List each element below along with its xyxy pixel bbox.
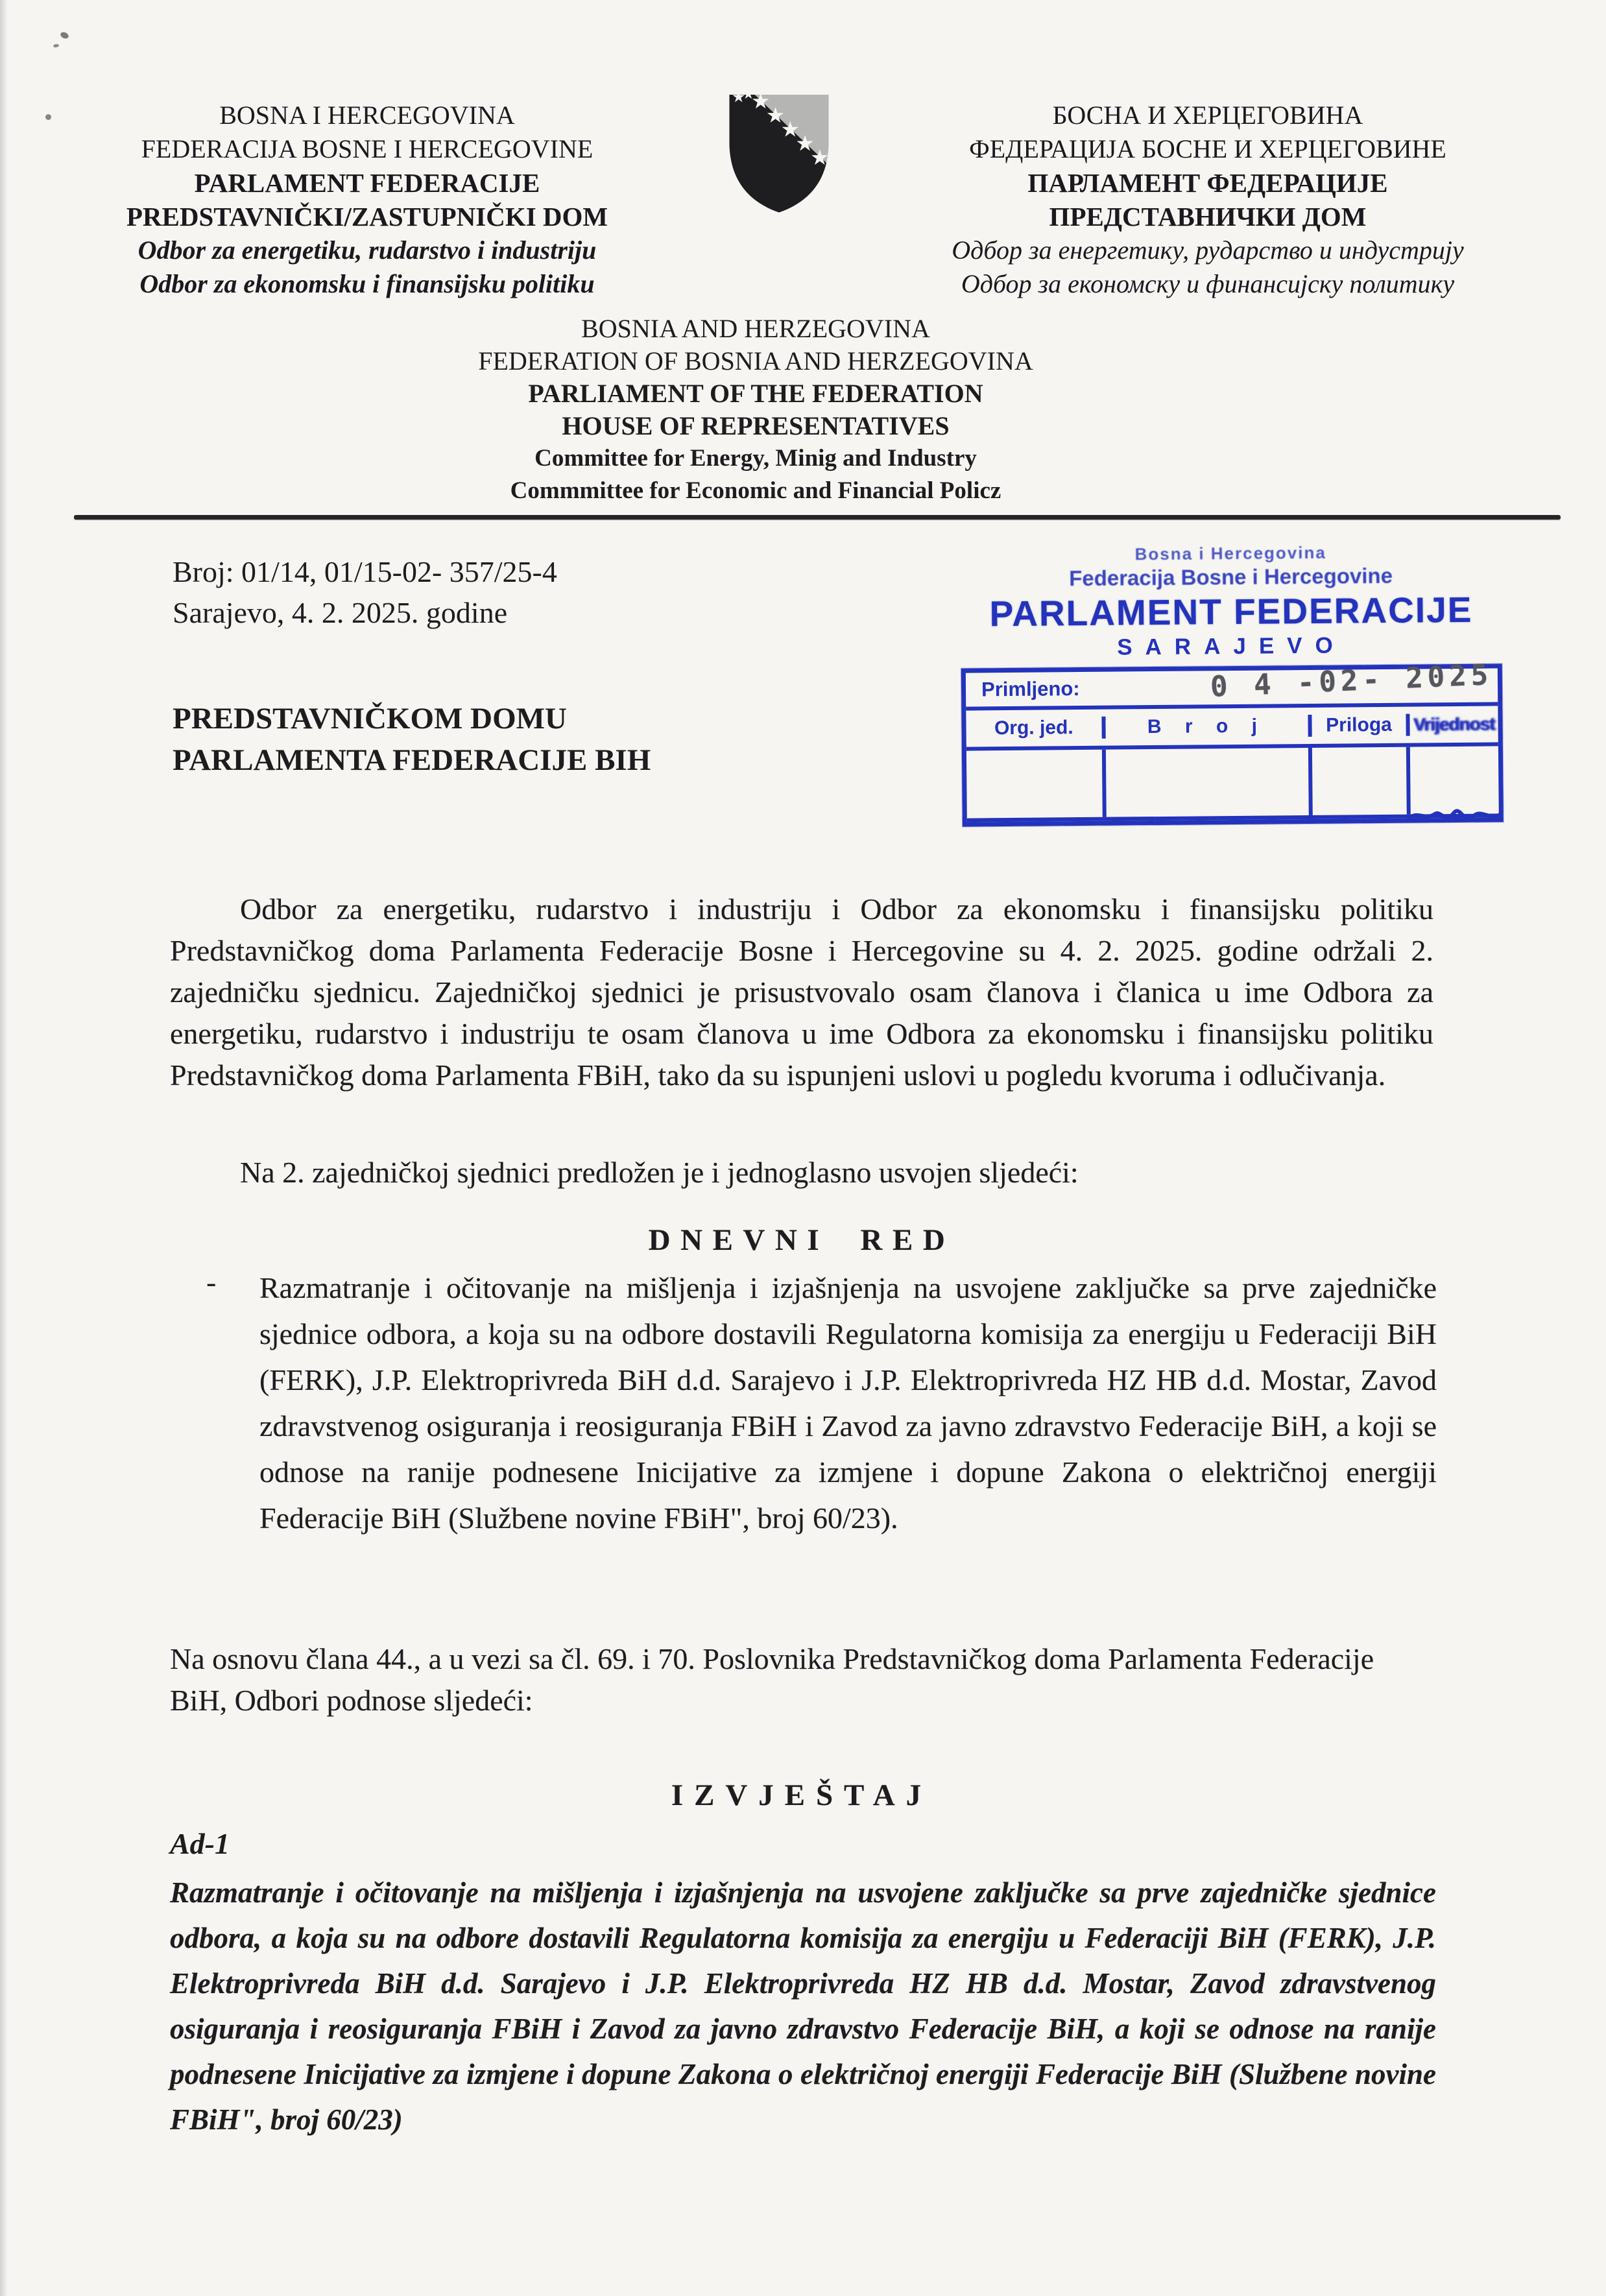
letterhead-right-line: Одбор за енергетику, рударство и индустрију (952, 235, 1464, 265)
ad1-label: Ad-1 (170, 1827, 230, 1860)
letterhead-left-line: Odbor za energetiku, rudarstvo i industriju (138, 235, 597, 265)
letterhead-left-line: PREDSTAVNIČKI/ZASTUPNIČKI DOM (126, 202, 608, 232)
reference-block (173, 551, 557, 633)
letterhead-english (362, 313, 1149, 507)
stamp-parliament-line: PARLAMENT FEDERACIJE (989, 589, 1473, 634)
stamp-city-line: SARAJEVO (1117, 632, 1346, 660)
letterhead-left (83, 99, 651, 301)
legal-basis-paragraph: Na osnovu člana 44., a u vezi sa čl. 69. i 70. Poslovnika Predstavničkog doma Parlamenta Federacije BiH, Odbori podnose sljedeći: (170, 1642, 1374, 1717)
bullet-dash: - (206, 1265, 217, 1298)
agenda-title: DNEVNI RED (648, 1223, 955, 1257)
letterhead-right-line: ФЕДЕРАЦИЈА БОСНЕ И ХЕРЦЕГОВИНЕ (969, 134, 1446, 163)
letterhead-english-line: Commmittee for Economic and Financial Policz (510, 477, 1001, 504)
letterhead-english-line: PARLIAMENT OF THE FEDERATION (528, 379, 983, 408)
header-divider (74, 515, 1561, 520)
stamp-empty-cell (966, 750, 1106, 819)
stamp-table (961, 658, 1504, 826)
stamp-col-org-jed: Org. jed. (966, 717, 1105, 740)
agenda-item-text: Razmatranje i očitovanje na mišljenja i izjašnjenja na usvojene zaključke sa prve zajedničke sjednice odbora, a koja su na odbore dostavili Regulatorna komisija za energiju u Federaciji BiH (FERK), J.P. Elektroprivreda BiH d.d. Sarajevo i J.P. Elektroprivreda HZ HB d.d. Mostar, Zavod zdravstvenog osiguranja i reosiguranja FBiH i Zavod za javno zdravstvo Federacije BiH, a koji se odnose na ranije podnesene Inicijative za izmjene i dopune Zakona o električnoj energiji Federacije BiH (Službene novine FBiH", broj 60/23). (259, 1271, 1437, 1535)
agenda-item (206, 1265, 1439, 1541)
place-date: Sarajevo, 4. 2. 2025. godine (173, 596, 508, 629)
letterhead-left-line: Odbor za ekonomsku i finansijsku politiku (139, 269, 595, 298)
letterhead-left-line: FEDERACIJA BOSNE I HERCEGOVINE (141, 134, 593, 163)
stamp-received-date: 0 4 -02- 2025 (1210, 658, 1494, 704)
letterhead-right-line: БОСНА И ХЕРЦЕГОВИНА (1052, 101, 1363, 130)
receipt-stamp (933, 541, 1531, 827)
stamp-header-row (966, 706, 1498, 750)
stamp-empty-cell (1105, 748, 1313, 817)
reference-number: Broj: 01/14, 01/15-02- 357/25-4 (173, 555, 557, 588)
stamp-country-line: Bosna i Hercegovina (1134, 542, 1326, 564)
letterhead-english-line: BOSNIA AND HERZEGOVINA (581, 314, 930, 343)
letterhead-right-line: ПАРЛАМЕНТ ФЕДЕРАЦИЈЕ (1027, 168, 1388, 198)
ad1-section (170, 1826, 1436, 2142)
coat-of-arms-icon (721, 87, 837, 218)
letterhead-right-line: Одбор за економску и финансијску политику (961, 269, 1455, 298)
stamp-received-label: Primljeno: (981, 677, 1080, 701)
scan-speck (60, 31, 70, 40)
letterhead-english-line: HOUSE OF REPRESENTATIVES (562, 411, 950, 440)
recipient-line: PARLAMENTA FEDERACIJE BIH (173, 743, 651, 777)
letterhead-english-line: FEDERATION OF BOSNIA AND HERZEGOVINA (478, 346, 1033, 376)
stamp-col-vrijednost: Vrijednost (1413, 713, 1495, 735)
recipient-block (173, 698, 651, 781)
stamp-col-broj: B r o j (1105, 715, 1312, 739)
letterhead-right-line: ПРЕДСТАВНИЧКИ ДОМ (1049, 202, 1367, 232)
letterhead-left-line: PARLAMENT FEDERACIJE (194, 168, 540, 198)
stamp-col-priloga: Priloga (1312, 714, 1410, 737)
letterhead-left-line: BOSNA I HERCEGOVINA (219, 101, 515, 130)
scan-speck (45, 114, 51, 120)
ad1-paragraph: Razmatranje i očitovanje na mišljenja i izjašnjenja na usvojene zaključke sa prve zajedničke sjednice odbora, a koja su na odbore dostavili Regulatorna komisija za energiju u Federaciji BiH (FERK), J.P. Elektroprivreda BiH d.d. Sarajevo i J.P. Elektroprivreda HZ HB d.d. Mostar, Zavod zdravstvenog osiguranja i reosiguranja FBiH i Zavod za javno zdravstvo Federacije BiH, a koji se odnose na ranije podnesene Inicijative za izmjene i dopune Zakona o električnoj energiji Federacije BiH (Službene novine FBiH", broj 60/23) (170, 1876, 1436, 2136)
report-title: IZVJEŠTAJ (671, 1778, 933, 1812)
stamp-empty-cell (1312, 747, 1410, 815)
session-proposal-line: Na 2. zajedničkoj sjednici predložen je i jednoglasno usvojen sljedeći: (240, 1156, 1079, 1189)
stamp-federation-line: Federacija Bosne i Hercegovine (1068, 563, 1393, 591)
intro-paragraph: Odbor za energetiku, rudarstvo i industriju i Odbor za ekonomsku i finansijsku politiku Predstavničkog doma Parlamenta Federacije Bosne i Hercegovine su 4. 2. 2025. godine održali 2. zajedničku sjednicu. Zajedničkoj sjednici je prisustvovalo osam članova i članica u ime Odbora za energetiku, rudarstvo i industriju te osam članova u ime Odbora za ekonomsku i finansijsku politiku Predstavničkog doma Parlamenta FBiH, tako da su ispunjeni uslovi u pogledu kvoruma i odlučivanja. (170, 892, 1433, 1092)
recipient-line: PREDSTAVNIČKOM DOMU (173, 702, 567, 735)
letterhead-right (902, 99, 1514, 301)
letterhead-english-line: Committee for Energy, Minig and Industry (534, 445, 977, 472)
stamp-received-row (966, 658, 1498, 710)
ink-squiggle-icon (1406, 798, 1503, 831)
scan-speck (53, 43, 60, 47)
